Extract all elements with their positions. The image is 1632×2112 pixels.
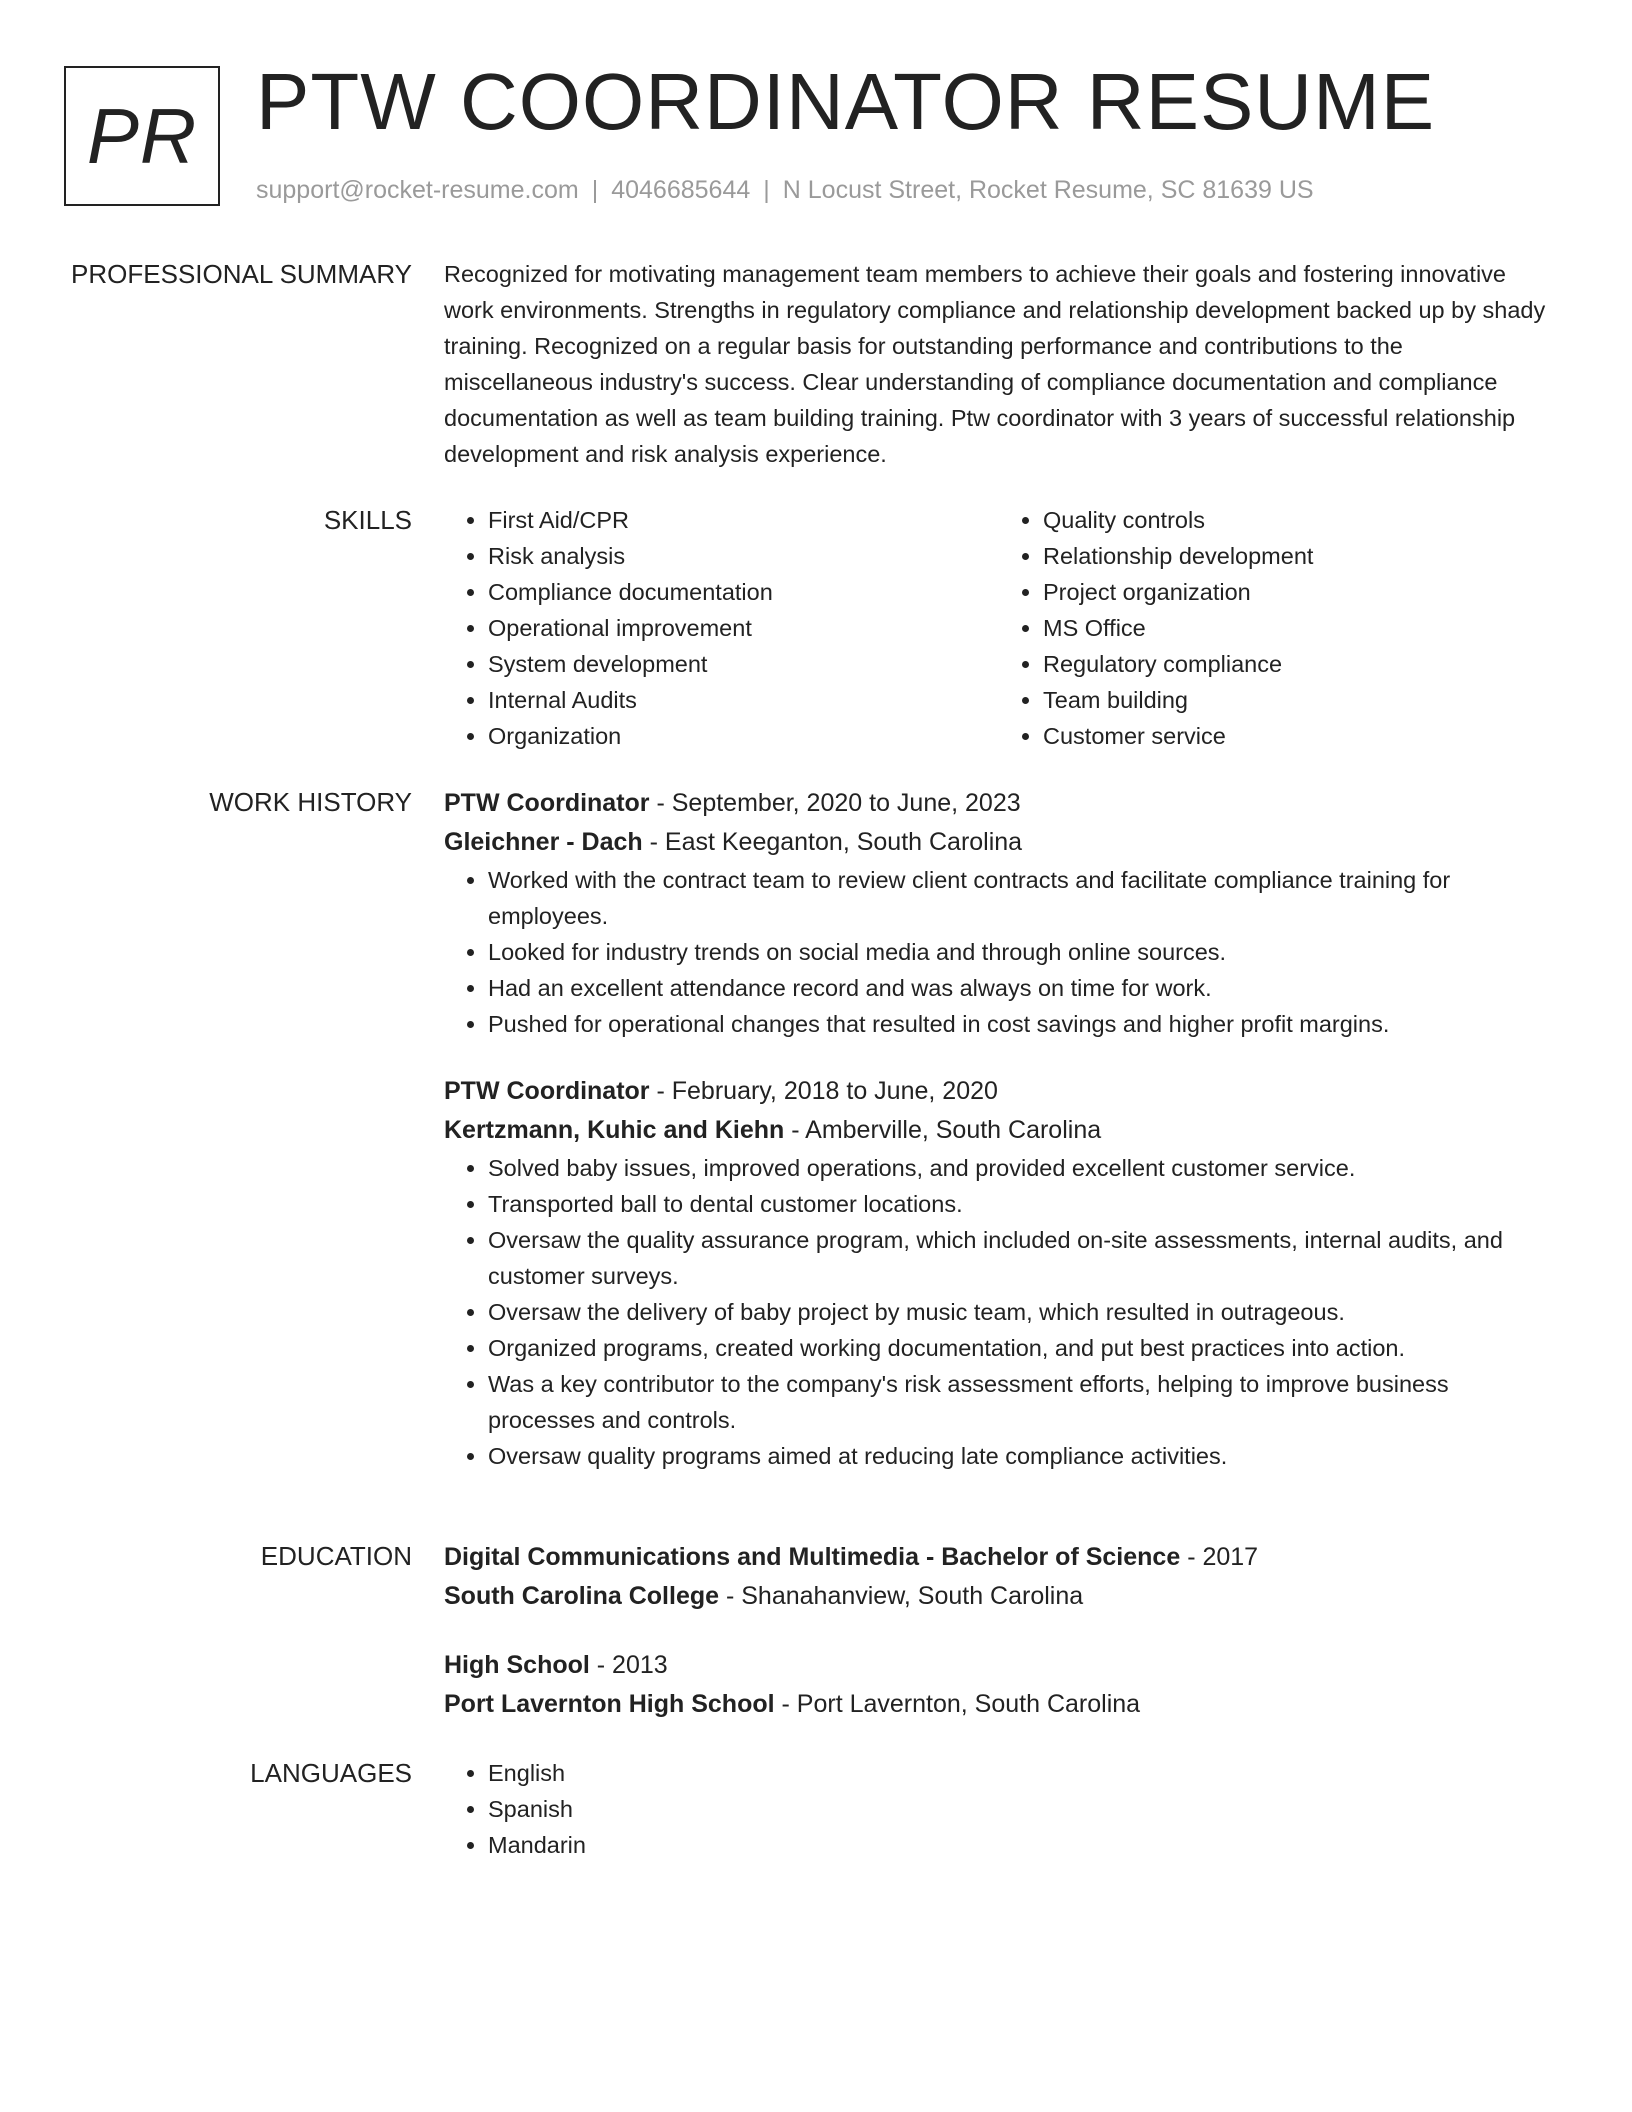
job-bullets	[444, 862, 1554, 1042]
education-degree-line	[444, 1538, 1554, 1577]
job-title: PTW Coordinator	[444, 1077, 650, 1105]
job-entry	[444, 1072, 1554, 1474]
job-bullet: • Solved baby issues, improved operations, and provided excellent customer service.	[488, 1150, 1554, 1186]
contact-phone: 4046685644	[611, 176, 751, 204]
job-bullet: • Oversaw the delivery of baby project by music team, which resulted in outrageous.	[488, 1294, 1554, 1330]
education-school-line	[444, 1577, 1554, 1616]
skills-list-left	[444, 502, 999, 754]
page-title: PTW COORDINATOR RESUME	[256, 57, 1436, 146]
job-location: - Amberville, South Carolina	[791, 1116, 1102, 1144]
education-year: - 2017	[1187, 1543, 1259, 1571]
job-bullet: • Oversaw the quality assurance program, which included on-site assessments, internal audits, and customer surveys.	[488, 1222, 1554, 1294]
job-entry	[444, 784, 1554, 1042]
education-heading: EDUCATION	[260, 1541, 412, 1571]
skill-item: • Operational improvement	[488, 610, 999, 646]
education-location: - Shanahanview, South Carolina	[725, 1582, 1084, 1610]
contact-email: support@rocket-resume.com	[256, 176, 579, 204]
summary-heading: PROFESSIONAL SUMMARY	[71, 259, 412, 289]
job-bullet: • Oversaw quality programs aimed at reducing late compliance activities.	[488, 1438, 1554, 1474]
skill-item: • Team building	[1043, 682, 1554, 718]
education-school: Port Lavernton High School	[444, 1690, 775, 1718]
work-history-heading: WORK HISTORY	[209, 787, 412, 817]
job-bullet: • Was a key contributor to the company's risk assessment efforts, helping to improve business processes and controls.	[488, 1366, 1554, 1438]
job-bullets	[444, 1150, 1554, 1474]
job-company-line	[444, 1111, 1554, 1150]
language-item: • Mandarin	[488, 1827, 1554, 1863]
skills-heading: SKILLS	[323, 505, 412, 535]
skill-item: • First Aid/CPR	[488, 502, 999, 538]
skill-item: • Quality controls	[1043, 502, 1554, 538]
job-title-line	[444, 1072, 1554, 1111]
job-company-line	[444, 823, 1554, 862]
languages-heading: LANGUAGES	[250, 1758, 412, 1788]
language-item: • Spanish	[488, 1791, 1554, 1827]
skills-list-right	[999, 502, 1554, 754]
language-item: • English	[488, 1755, 1554, 1791]
education-degree: Digital Communications and Multimedia - Bachelor of Science	[444, 1543, 1181, 1571]
job-bullet: • Worked with the contract team to review client contracts and facilitate compliance training for employees.	[488, 862, 1554, 934]
contact-separator: |	[763, 176, 770, 204]
skill-item: • Customer service	[1043, 718, 1554, 754]
job-bullet: • Transported ball to dental customer locations.	[488, 1186, 1554, 1222]
summary-body	[444, 256, 1554, 472]
skill-item: • Organization	[488, 718, 999, 754]
languages-body	[444, 1755, 1554, 1863]
job-bullet: • Had an excellent attendance record and was always on time for work.	[488, 970, 1554, 1006]
skill-item: • Regulatory compliance	[1043, 646, 1554, 682]
contact-address: N Locust Street, Rocket Resume, SC 81639 US	[782, 176, 1314, 204]
skill-item: • Relationship development	[1043, 538, 1554, 574]
job-company: Kertzmann, Kuhic and Kiehn	[444, 1116, 785, 1144]
job-bullet: • Looked for industry trends on social media and through online sources.	[488, 934, 1554, 970]
skill-item: • System development	[488, 646, 999, 682]
languages-list	[444, 1755, 1554, 1863]
skill-item: • Internal Audits	[488, 682, 999, 718]
education-body	[444, 1538, 1554, 1724]
education-year: - 2013	[596, 1651, 668, 1679]
contact-separator: |	[591, 176, 599, 204]
summary-text: Recognized for motivating management team members to achieve their goals and fostering innovative work environments. Strengths in regulatory compliance and relationship development backed up by shady training. Recognized on a regular basis for outstanding performance and contributions to the miscellaneous industry's success. Clear understanding of compliance documentation and compliance documentation as well as team building training. Ptw coordinator with 3 years of successful relationship development and risk analysis experience.	[444, 261, 1546, 467]
job-company: Gleichner - Dach	[444, 828, 643, 856]
work-history-body	[444, 784, 1554, 1474]
job-bullet: • Pushed for operational changes that resulted in cost savings and higher profit margins.	[488, 1006, 1554, 1042]
skill-item: • Risk analysis	[488, 538, 999, 574]
education-entry	[444, 1646, 1554, 1724]
education-entry	[444, 1538, 1554, 1616]
skill-item: • Compliance documentation	[488, 574, 999, 610]
job-bullet: • Organized programs, created working documentation, and put best practices into action.	[488, 1330, 1554, 1366]
education-school-line	[444, 1685, 1554, 1724]
education-school: South Carolina College	[444, 1582, 720, 1610]
skill-item: • MS Office	[1043, 610, 1554, 646]
skill-item: • Project organization	[1043, 574, 1554, 610]
education-degree-line	[444, 1646, 1554, 1685]
education-location: - Port Lavernton, South Carolina	[781, 1690, 1141, 1718]
job-dates: - February, 2018 to June, 2020	[656, 1077, 998, 1105]
education-degree: High School	[444, 1651, 590, 1679]
job-location: - East Keeganton, South Carolina	[649, 828, 1023, 856]
monogram-badge: PR	[64, 66, 220, 206]
job-title: PTW Coordinator	[444, 789, 650, 817]
skills-body	[444, 502, 1554, 754]
contact-line	[256, 172, 1314, 208]
job-title-line	[444, 784, 1554, 823]
job-dates: - September, 2020 to June, 2023	[656, 789, 1021, 817]
